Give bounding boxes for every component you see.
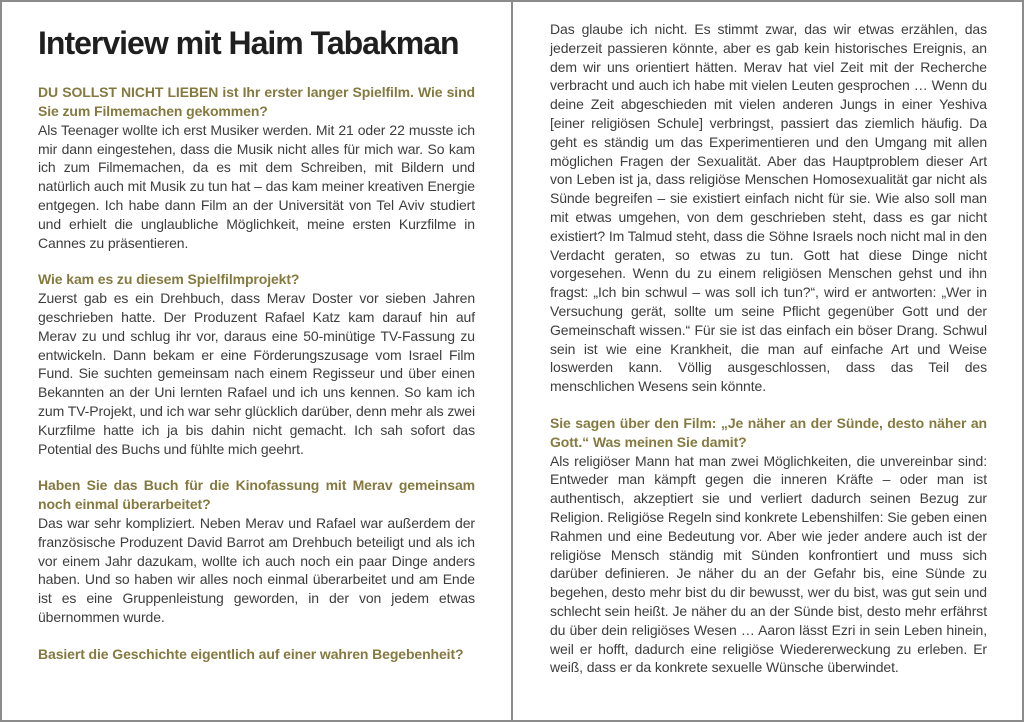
interview-question-1: DU SOLLST NICHT LIEBEN ist Ihr erster langer Spielfilm. Wie sind Sie zum Filmemachen gekommen? — [38, 84, 475, 119]
left-page-panel — [2, 2, 513, 720]
interview-answer-5: Als religiöser Mann hat man zwei Möglichkeiten, die unvereinbar sind: Entweder man kämpft gegen die inneren Kräfte – oder man ist authentisch, akzeptiert sie und verliert dadurch seinen Bezug zur Religion. Religiöse Regeln sind konkrete Lebenshilfen: Sie geben einen Rahmen und eine Bedeutung vor. Aber wie jeder andere auch ist der religiöse Mensch ständig mit Sünden konfrontiert und muss sich darüber definieren. Je näher du an der Gefahr bis, eine Sünde zu begehen, desto mehr bist du dir bewusst, wer du bist, was gut sein und schlecht sein heißt. Je näher du an der Sünde bist, desto mehr erfährst du über dein religiöses Wesen … Aaron lässt Ezri in sein Leben hinein, weil er hofft, dadurch eine religiöse Wiedererweckung zu erleben. Er weiß, dass er da konkrete sexuelle Wünsche überwindet. — [550, 452, 987, 676]
interview-answer-2: Zuerst gab es ein Drehbuch, dass Merav Doster vor sieben Jahren geschrieben hatte. Der Produzent Rafael Katz kam darauf hin auf Merav zu und schlug ihr vor, daraus eine 50-minütige TV-Fassung zu entwickeln. Dann bekam er eine Förderungszusage vom Israel Film Fund. Sie suchten gemeinsam nach einem Regisseur und über einen Bekannten an der Uni lernten Rafael und ich uns kennen. So kam ich zum TV-Projekt, und ich war sehr glücklich darüber, denn mehr als zwei Kurzfilme hatte ich ja bis dahin nicht gemacht. Ich sah sofort das Potential des Buchs und fühlte mich geehrt. — [38, 290, 475, 457]
page-title: Interview mit Haim Tabakman — [38, 25, 459, 61]
interview-question-2: Wie kam es zu diesem Spielfilmprojekt? — [38, 271, 300, 288]
left-column-text — [38, 83, 475, 663]
interview-answer-3: Das war sehr kompliziert. Neben Merav und Rafael war außerdem der französische Produzent David Barrot am Drehbuch beteiligt und als ich vor einem Jahr dazukam, wollte ich auch noch ein paar Dinge anders haben. Und so haben wir alles noch einmal überarbeitet und am Ende ist es eine Gruppenleistung geworden, in der von jedem etwas übernommen wurde. — [38, 514, 475, 625]
interview-answer-4: Das glaube ich nicht. Es stimmt zwar, das wir etwas erzählen, das jederzeit passieren könnte, aber es gab kein historisches Ereignis, an dem wir uns orientiert hätten. Merav hat viel Zeit mit der Recherche verbracht und auch ich habe mit vielen Leuten gesprochen … Wenn du deine Zeit abgeschieden mit vielen anderen Jungs in einer Yeshiva [einer religiösen Schule] verbringst, passiert das ziemlich häufig. Da geht es ständig um das Experimentieren und den Umgang mit allen möglichen Fragen der Sexualität. Aber das Hauptproblem dieser Art von Leben ist ja, dass religiöse Menschen Homosexualität gar nicht als Sünde begreifen – sie existiert einfach nicht für sie. Wie also soll man mit etwas umgehen, von dem geschrieben steht, dass es gar nicht existiert? Im Talmud steht, dass die Söhne Israels noch nicht mal in den Verdacht geraten, so etwas zu tun. Gott hat diese Dinge nicht vorgesehen. Wenn du zu einem religiösen Menschen gehst und ihn fragst: „Ich bin schwul – was soll ich tun?“, wird er antworten: „Wer in Versuchung gerät, sollte um seine Pflicht gegenüber Gott und der Gemeinschaft wissen.“ Für sie ist das einfach ein böser Drang. Schwul sein ist wie eine Krankheit, die man auf einfache Art und Weise loswerden kann. Völlig ausgeschlossen, dass das Teil des menschlichen Wesens sein könnte. — [550, 21, 987, 395]
right-page-panel — [513, 2, 1022, 720]
interview-question-5: Sie sagen über den Film: „Je näher an der Sünde, desto näher an Gott.“ Was meinen Sie damit? — [550, 414, 987, 450]
interview-question-3: Haben Sie das Buch für die Kinofassung mit Merav gemeinsam noch einmal überarbeitet? — [38, 477, 475, 513]
interview-answer-1: Als Teenager wollte ich erst Musiker werden. Mit 21 oder 22 musste ich mir dann eingestehen, dass die Musik nicht alles für mich war. So kam ich zum Filmemachen, da es mit dem Schreiben, mit Bildern und natürlich auch mit Musik zu tun hat – das kam meiner kreativen Energie entgegen. Ich habe dann Film an der Universität von Tel Aviv studiert und erhielt die unglaubliche Möglichkeit, meine ersten Kurzfilme in Cannes zu präsentieren. — [38, 121, 475, 251]
interview-question-4: Basiert die Geschichte eigentlich auf einer wahren Begebenheit? — [38, 645, 464, 662]
right-column-text — [550, 20, 987, 677]
